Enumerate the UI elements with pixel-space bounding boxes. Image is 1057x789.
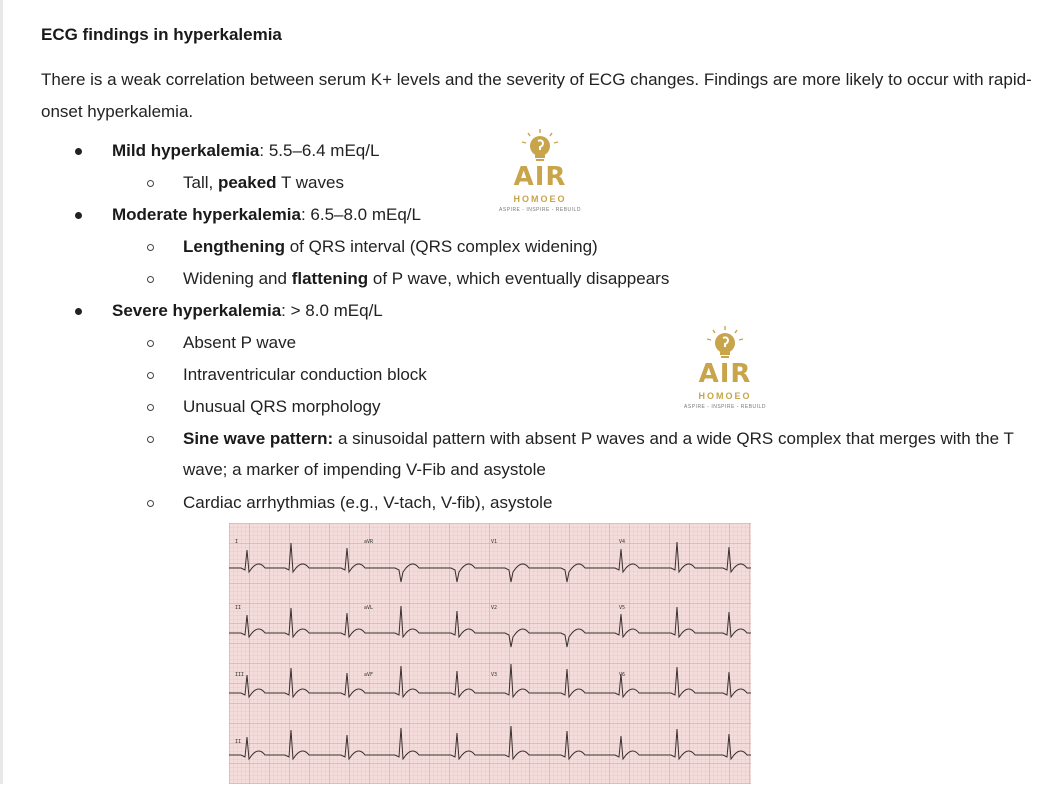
sub-item-qrs-lengthening: Lengthening of QRS interval (QRS complex widening) bbox=[183, 237, 598, 256]
ecg-lead-label: aVF bbox=[364, 672, 374, 678]
intro-paragraph: There is a weak correlation between serum K+ levels and the severity of ECG changes. Findings are more likely to occur with rapid-onset hyperkalemia. bbox=[41, 70, 1032, 121]
list-item-moderate: Moderate hyperkalemia: 6.5–8.0 mEq/L bbox=[112, 205, 421, 224]
watermark-word: AIR bbox=[513, 162, 567, 192]
sub-bullet-icon bbox=[147, 404, 154, 411]
ecg-tracing bbox=[229, 523, 751, 784]
ecg-lead-label: aVR bbox=[364, 539, 374, 545]
watermark-logo bbox=[498, 128, 582, 213]
sub-item-absent-p: Absent P wave bbox=[183, 333, 297, 352]
list-item-mild: Mild hyperkalemia: 5.5–6.4 mEq/L bbox=[112, 141, 380, 160]
sub-item-sine-wave: Sine wave pattern: a sinusoidal pattern with absent P waves and a wide QRS complex that merges with the T bbox=[183, 429, 1014, 448]
section-heading: ECG findings in hyperkalemia bbox=[41, 25, 282, 44]
ecg-strip-image bbox=[229, 523, 751, 784]
ecg-lead-label: V4 bbox=[619, 539, 626, 545]
sub-item-sine-wave-continued: wave; a marker of impending V-Fib and asystole bbox=[183, 460, 546, 479]
page-left-border bbox=[0, 0, 3, 784]
watermark-logo bbox=[683, 325, 767, 410]
ecg-lead-label: V5 bbox=[619, 605, 626, 611]
ecg-lead-label: II bbox=[235, 739, 242, 745]
ecg-lead-label: II bbox=[235, 605, 242, 611]
sub-item-p-flattening: Widening and flattening of P wave, which eventually disappears bbox=[183, 269, 670, 288]
sub-item-conduction-block: Intraventricular conduction block bbox=[183, 365, 427, 384]
sub-bullet-icon bbox=[147, 180, 154, 187]
sub-bullet-icon bbox=[147, 276, 154, 283]
bullet-icon bbox=[75, 148, 82, 155]
sub-item-qrs-morphology: Unusual QRS morphology bbox=[183, 397, 381, 416]
bullet-icon bbox=[75, 212, 82, 219]
sub-bullet-icon bbox=[147, 244, 154, 251]
watermark-word: AIR bbox=[698, 359, 752, 389]
sub-item-arrhythmias: Cardiac arrhythmias (e.g., V-tach, V-fib), asystole bbox=[183, 493, 553, 512]
ecg-lead-label: I bbox=[235, 539, 239, 545]
ecg-lead-label: V3 bbox=[491, 672, 498, 678]
ecg-lead-label: III bbox=[235, 672, 245, 678]
sub-bullet-icon bbox=[147, 372, 154, 379]
sub-bullet-icon bbox=[147, 500, 154, 507]
ecg-lead-label: V6 bbox=[619, 672, 626, 678]
list-item-severe: Severe hyperkalemia: > 8.0 mEq/L bbox=[112, 301, 383, 320]
bullet-icon bbox=[75, 308, 82, 315]
ecg-lead-label: V2 bbox=[491, 605, 498, 611]
ecg-lead-label: aVL bbox=[364, 605, 374, 611]
watermark-sub: HOMOEO bbox=[698, 391, 752, 401]
sub-bullet-icon bbox=[147, 340, 154, 347]
watermark-tagline: ASPIRE - INSPIRE - REBUILD bbox=[499, 207, 581, 213]
watermark-sub: HOMOEO bbox=[513, 194, 567, 204]
sub-bullet-icon bbox=[147, 436, 154, 443]
ecg-lead-label: V1 bbox=[491, 539, 498, 545]
sub-item-peaked-t: Tall, peaked T waves bbox=[183, 173, 344, 192]
watermark-tagline: ASPIRE - INSPIRE - REBUILD bbox=[684, 404, 766, 410]
